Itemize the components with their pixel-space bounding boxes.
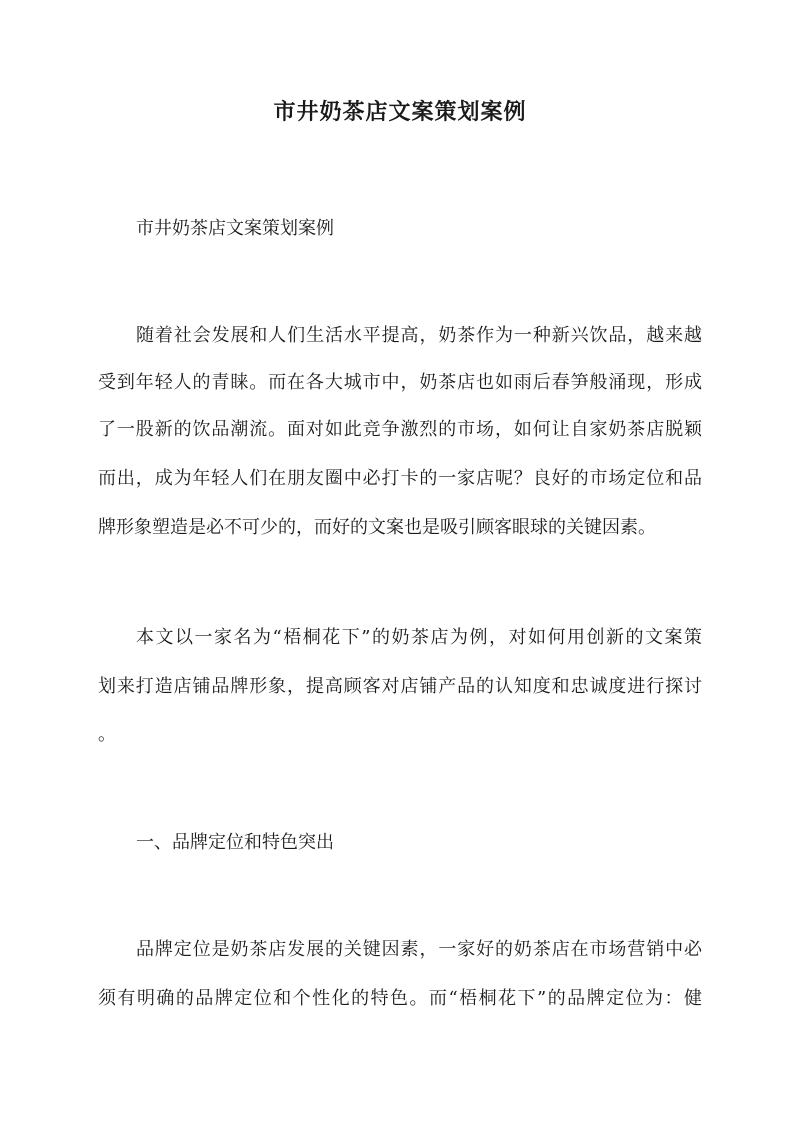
paragraph-line: 牌形象塑造是必不可少的，而好的文案也是吸引顾客眼球的关键因素。	[98, 517, 656, 538]
document-subtitle: 市井奶茶店文案策划案例	[136, 218, 334, 239]
page-title: 市井奶茶店文案策划案例	[273, 99, 527, 125]
paragraph-line: 受到年轻人的青睐。而在各大城市中，奶茶店也如雨后春笋般涌现，形成	[98, 372, 702, 393]
paragraph-line: 而出，成为年轻人们在朋友圈中必打卡的一家店呢？良好的市场定位和品	[98, 468, 702, 489]
paragraph-line: 须有明确的品牌定位和个性化的特色。而“梧桐花下”的品牌定位为：健	[98, 988, 702, 1009]
paragraph-line: 。	[98, 724, 116, 745]
paragraph-line: 本文以一家名为“梧桐花下”的奶茶店为例，对如何用创新的文案策	[136, 627, 702, 648]
paragraph-line: 随着社会发展和人们生活水平提高，奶茶作为一种新兴饮品，越来越	[136, 325, 702, 346]
paragraph-line: 品牌定位是奶茶店发展的关键因素，一家好的奶茶店在市场营销中必	[136, 939, 702, 960]
paragraph-line: 了一股新的饮品潮流。面对如此竞争激烈的市场，如何让自家奶茶店脱颖	[98, 419, 702, 440]
paragraph-line: 划来打造店铺品牌形象，提高顾客对店铺产品的认知度和忠诚度进行探讨	[98, 676, 702, 697]
section-heading: 一、品牌定位和特色突出	[136, 832, 334, 853]
